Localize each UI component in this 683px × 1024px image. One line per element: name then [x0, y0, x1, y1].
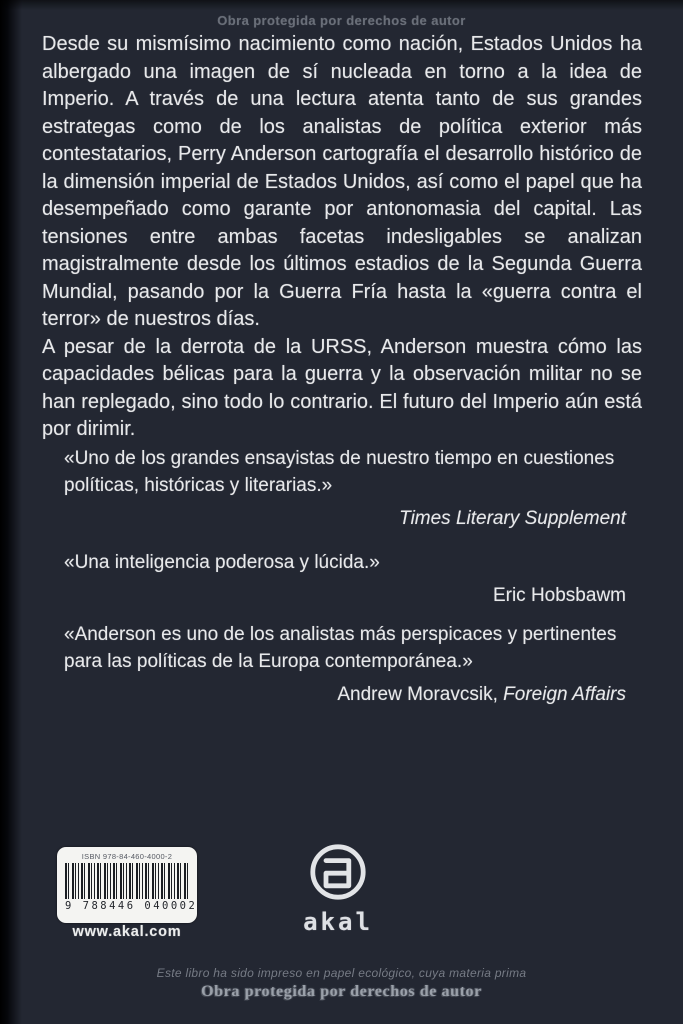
quote-attribution-name: Andrew Moravcsik, — [337, 684, 504, 705]
copyright-watermark-top: Obra protegida por derechos de autor — [217, 13, 466, 28]
synopsis-text — [42, 31, 642, 444]
synopsis-paragraph-2: A pesar de la derrota de la URSS, Anderson muestra cómo las capacidades bélicas para la guerra y la observación militar no se han replegado, sino todo lo contrario. El futuro del Imperio aún está por dirimir. — [42, 335, 642, 440]
review-quote-3 — [64, 621, 630, 708]
isbn-label: ISBN 978-84-460-4000-2 — [81, 852, 173, 861]
publisher-logo-block — [292, 842, 384, 936]
quote-text: «Uno de los grandes ensayistas de nuestro tiempo en cuestiones políticas, históricas y literarias.» — [64, 448, 615, 496]
publisher-website: www.akal.com — [72, 924, 182, 940]
scan-edge-shadow — [0, 0, 22, 1024]
quote-text: «Una inteligencia poderosa y lúcida.» — [64, 552, 380, 573]
eco-paper-note: Este libro ha sido impreso en papel ecológico, cuya materia prima — [156, 966, 527, 980]
quote-attribution: Eric Hobsbawm — [492, 585, 626, 606]
quote-attribution-source: Foreign Affairs — [503, 684, 626, 705]
synopsis-paragraph-1: Desde su mismísimo nacimiento como nación, Estados Unidos ha albergado una imagen de sí nucleada en torno a la idea de Imperio. A través de una lectura atenta tanto de sus grandes estrategas como de los analistas de política exterior más contestatarios, Perry Anderson cartografía el desarrollo histórico de la dimensión imperial de Estados Unidos, así como el papel que ha desempeñado como garante por antonomasia del capital. Las tensiones entre ambas facetas indesligables se analizan magistralmente desde los últimos estadios de la Segunda Guerra Mundial, pasando por la Guerra Fría hasta la «guerra contra el terror» de nuestros días. — [42, 33, 642, 330]
scan-edge-shadow-top — [0, 0, 683, 10]
isbn-barcode-panel — [57, 847, 197, 923]
review-quote-1 — [64, 445, 630, 532]
barcode-bars — [65, 863, 189, 899]
quote-attribution: Times Literary Supplement — [399, 508, 626, 529]
copyright-watermark-bottom: Obra protegida por derechos de autor — [201, 983, 482, 1000]
akal-logo-icon — [308, 842, 368, 902]
review-quote-2 — [64, 549, 630, 609]
quote-attribution — [64, 682, 626, 708]
quote-text: «Anderson es uno de los analistas más perspicaces y pertinentes para las políticas de la Europa contemporánea.» — [64, 624, 617, 672]
publisher-wordmark: akal — [303, 908, 373, 936]
barcode-digits: 9 788446 040002 — [65, 900, 198, 912]
